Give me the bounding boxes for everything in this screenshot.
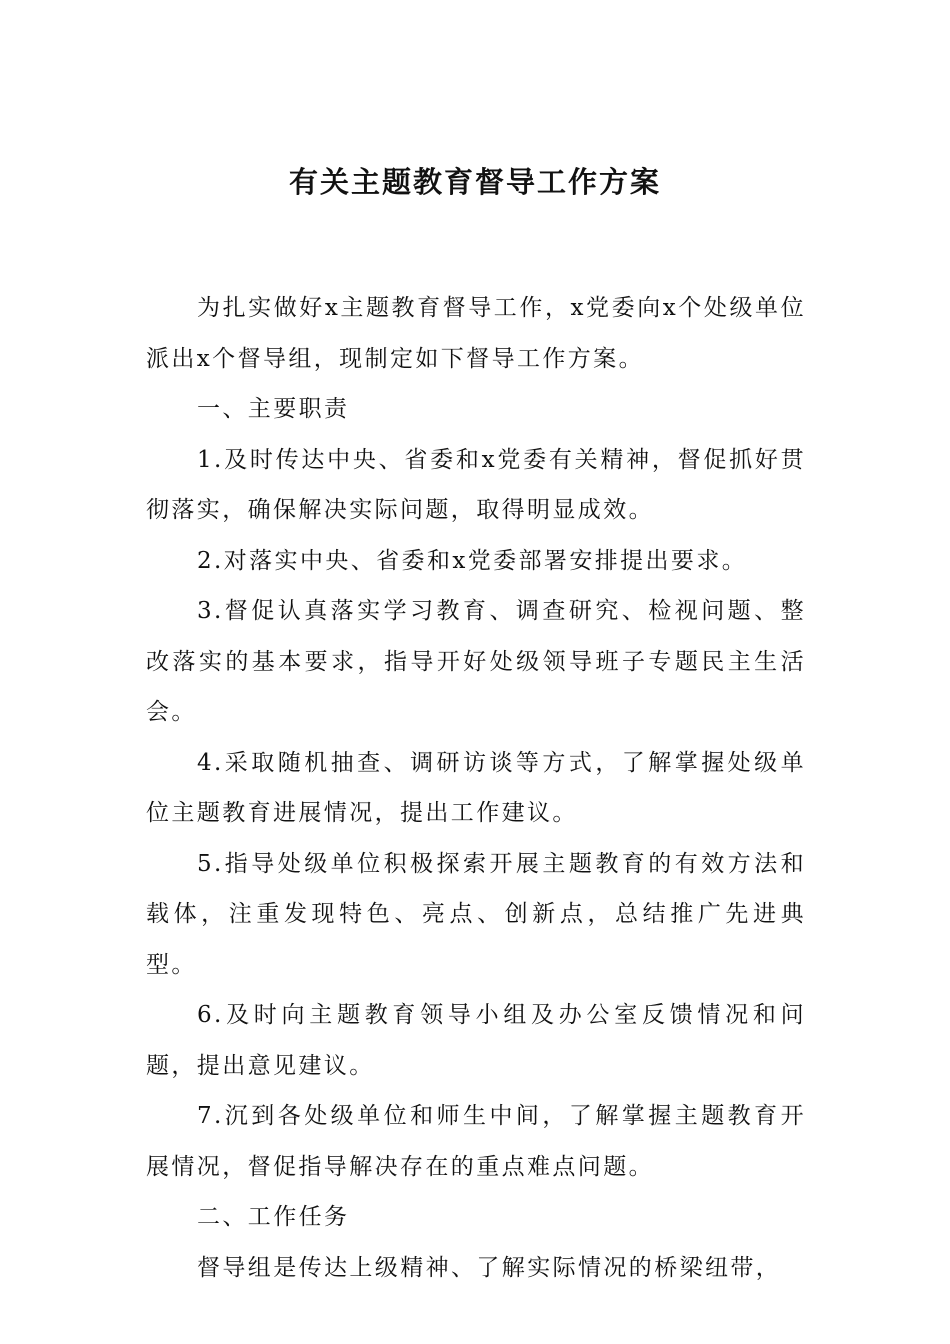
list-item: 5.指导处级单位积极探索开展主题教育的有效方法和载体，注重发现特色、亮点、创新点，总结推广先进典型。 [146, 850, 806, 978]
section-heading-duties: 一、主要职责 [197, 396, 350, 422]
intro-paragraph: 为扎实做好x主题教育督导工作，x党委向x个处级单位派出x个督导组，现制定如下督导工作方案。 [146, 295, 806, 372]
list-item: 6.及时向主题教育领导小组及办公室反馈情况和问题，提出意见建议。 [146, 1002, 806, 1079]
list-item: 7.沉到各处级单位和师生中间，了解掌握主题教育开展情况，督促指导解决存在的重点难点问题。 [146, 1103, 806, 1180]
list-item: 4.采取随机抽查、调研访谈等方式，了解掌握处级单位主题教育进展情况，提出工作建议。 [146, 749, 806, 826]
tasks-paragraph: 督导组是传达上级精神、了解实际情况的桥梁纽带， [197, 1254, 782, 1281]
section-heading-tasks: 二、工作任务 [197, 1204, 350, 1230]
list-item: 1.及时传达中央、省委和x党委有关精神，督促抓好贯彻落实，确保解决实际问题，取得明显成效。 [146, 446, 806, 523]
list-item: 3.督促认真落实学习教育、调查研究、检视问题、整改落实的基本要求，指导开好处级领导班子专题民主生活会。 [146, 598, 806, 725]
list-item: 2.对落实中央、省委和x党委部署安排提出要求。 [197, 547, 748, 574]
document-title: 有关主题教育督导工作方案 [288, 165, 661, 199]
document-body [146, 283, 806, 1293]
